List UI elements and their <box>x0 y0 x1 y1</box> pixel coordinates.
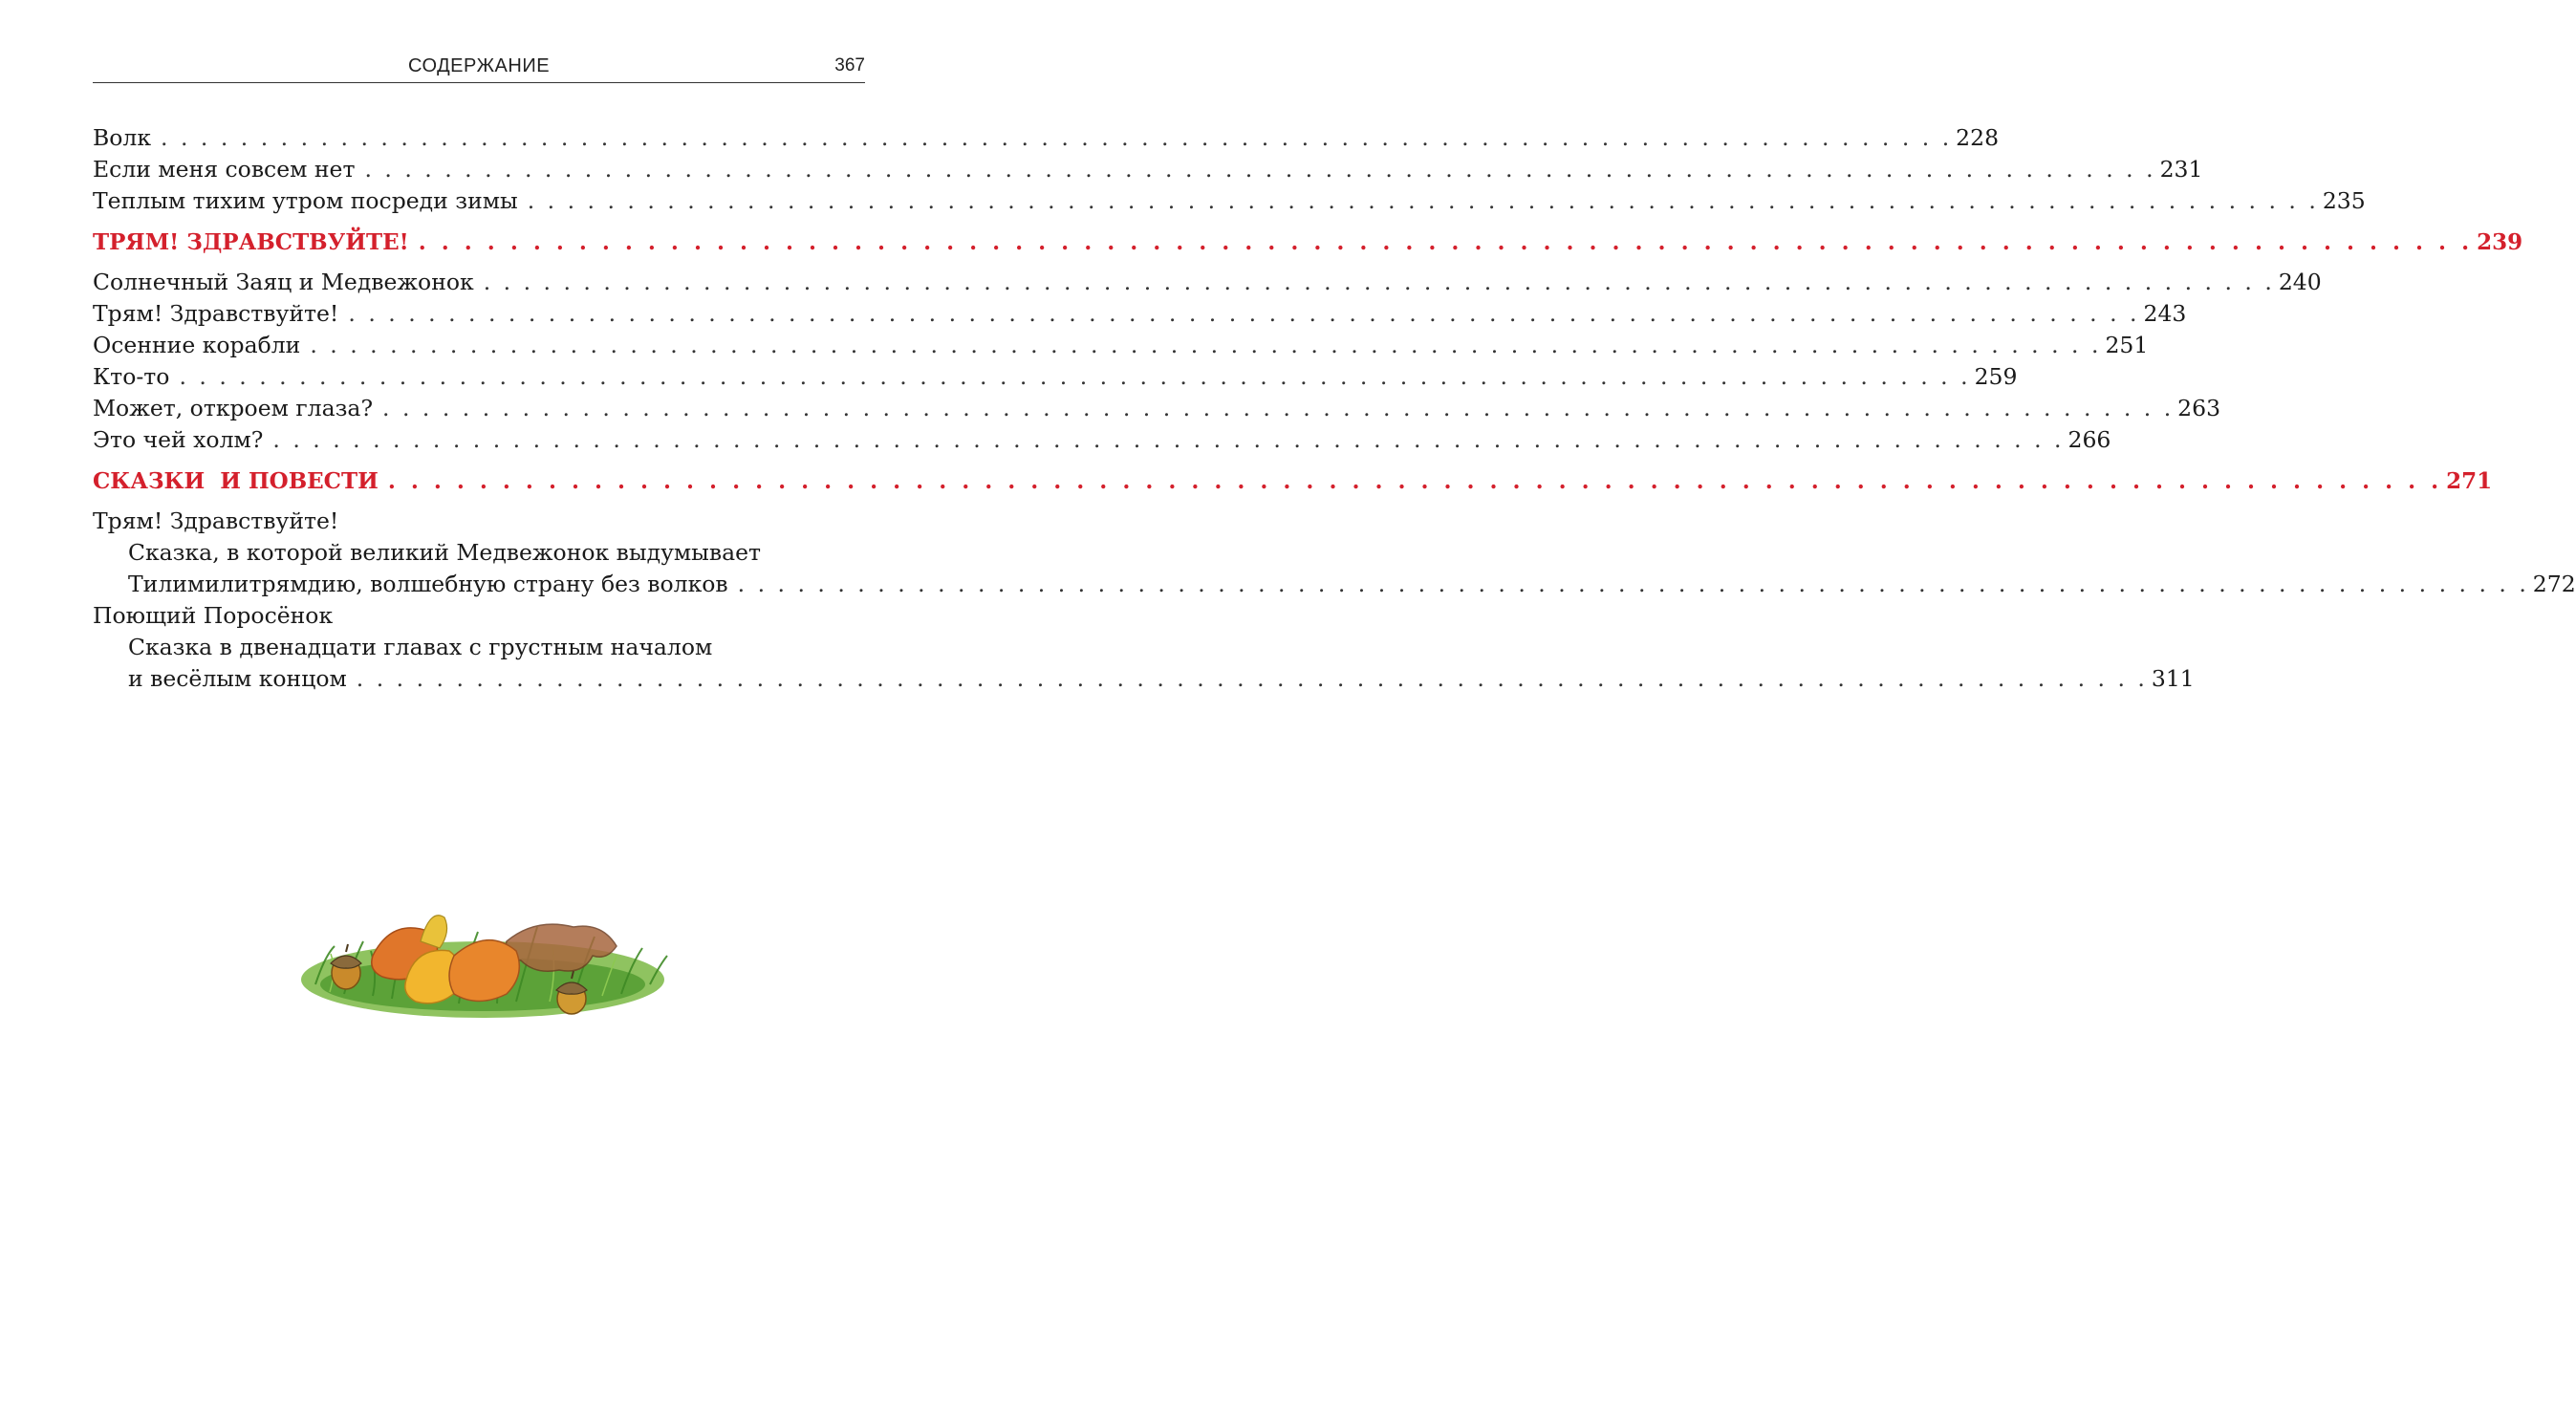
toc-entry-page: 272 <box>2532 571 2576 597</box>
header-title: СОДЕРЖАНИЕ <box>407 55 551 76</box>
toc-section-heading[interactable] <box>93 219 2523 267</box>
page-number: 367 <box>834 55 865 75</box>
toc-entry[interactable] <box>93 663 2195 695</box>
story-subtitle-line: Тилимилитрямдию, волшебную страну без волков <box>128 571 728 597</box>
toc-entry[interactable] <box>93 298 2187 330</box>
dot-leader: . . . . . . . . . . . . . . . . . . . . . . . . . . . . . . . . . . . . . . . . . . . . . . . . . . . . . . . . . . . . . . . . . . . . . . . . . . . . . . . . . . . . . . . . . . <box>310 332 2102 358</box>
section-page: 239 <box>2477 229 2523 255</box>
toc-entry-page: 240 <box>2278 269 2322 295</box>
toc-entry-page: 263 <box>2177 395 2221 421</box>
toc-entry[interactable] <box>93 361 2018 393</box>
toc-entry-page: 259 <box>1974 363 2018 390</box>
toc-entry[interactable] <box>93 569 2576 600</box>
toc-entry-title: Может, откроем глаза? <box>93 395 374 421</box>
dot-leader: . . . . . . . . . . . . . . . . . . . . . . . . . . . . . . . . . . . . . . . . . . . . . . . . . . . . . . . . . . . . . . . . . . . . . . . . . . . . . . . . . . . . . . . . . . <box>483 269 2275 295</box>
toc-entry-page: 228 <box>1956 124 2000 151</box>
toc-entry[interactable] <box>93 424 2111 456</box>
story-title[interactable]: Поющий Поросёнок <box>93 602 334 629</box>
section-page: 271 <box>2446 468 2493 494</box>
story-title[interactable]: Трям! Здравствуйте! <box>93 507 339 534</box>
dot-leader: . . . . . . . . . . . . . . . . . . . . . . . . . . . . . . . . . . . . . . . . . . . . . . . . . . . . . . . . . . . . . . . . . . . . . . . . . . . . . . . . . . . . . . . . . . <box>387 468 2443 494</box>
dot-leader: . . . . . . . . . . . . . . . . . . . . . . . . . . . . . . . . . . . . . . . . . . . . . . . . . . . . . . . . . . . . . . . . . . . . . . . . . . . . . . . . . . . . . . . . . . <box>527 187 2319 214</box>
toc-entry-title: Солнечный Заяц и Медвежонок <box>93 269 474 295</box>
running-header <box>93 54 865 83</box>
toc-entry[interactable] <box>93 267 2322 298</box>
toc-entry-title: Трям! Здравствуйте! <box>93 300 339 327</box>
toc-entry-title: Осенние корабли <box>93 332 301 358</box>
table-of-contents <box>93 122 2576 695</box>
dot-leader: . . . . . . . . . . . . . . . . . . . . . . . . . . . . . . . . . . . . . . . . . . . . . . . . . . . . . . . . . . . . . . . . . . . . . . . . . . . . . . . . . . . . . . . . . . <box>161 124 1953 151</box>
toc-entry-title: Волк <box>93 124 152 151</box>
dot-leader: . . . . . . . . . . . . . . . . . . . . . . . . . . . . . . . . . . . . . . . . . . . . . . . . . . . . . . . . . . . . . . . . . . . . . . . . . . . . . . . . . . . . . . . . . . <box>348 300 2140 327</box>
section-title: ТРЯМ! ЗДРАВСТВУЙТЕ! <box>93 229 409 255</box>
toc-entry[interactable] <box>93 185 2366 217</box>
toc-entry-page: 243 <box>2143 300 2187 327</box>
dot-leader: . . . . . . . . . . . . . . . . . . . . . . . . . . . . . . . . . . . . . . . . . . . . . . . . . . . . . . . . . . . . . . . . . . . . . . . . . . . . . . . . . . . . . . . . . . <box>356 665 2148 692</box>
story-subtitle-line: Сказка в двенадцати главах с грустным началом <box>128 634 713 660</box>
toc-entry-page: 251 <box>2105 332 2149 358</box>
story-subtitle-line: и весёлым концом <box>128 665 347 692</box>
toc-entry[interactable] <box>93 330 2149 361</box>
toc-section-heading[interactable] <box>93 458 2493 506</box>
toc-entry-title: Кто-то <box>93 363 170 390</box>
toc-entry[interactable] <box>93 393 2221 424</box>
acorns-and-autumn-leaves-icon <box>287 889 679 1042</box>
story-subtitle-line: Сказка, в которой великий Медвежонок выдумывает <box>128 539 762 566</box>
toc-entry-page: 266 <box>2067 426 2111 453</box>
section-title: СКАЗКИ И ПОВЕСТИ <box>93 468 379 494</box>
toc-entry-title: Это чей холм? <box>93 426 264 453</box>
dot-leader: . . . . . . . . . . . . . . . . . . . . . . . . . . . . . . . . . . . . . . . . . . . . . . . . . . . . . . . . . . . . . . . . . . . . . . . . . . . . . . . . . . . . . . . . . . <box>382 395 2175 421</box>
toc-entry[interactable] <box>93 122 2000 154</box>
toc-entry[interactable] <box>93 154 2203 185</box>
toc-entry-page: 235 <box>2322 187 2366 214</box>
dot-leader: . . . . . . . . . . . . . . . . . . . . . . . . . . . . . . . . . . . . . . . . . . . . . . . . . . . . . . . . . . . . . . . . . . . . . . . . . . . . . . . . . . . . . . . . . . <box>418 229 2474 255</box>
toc-entry-title: Теплым тихим утром посреди зимы <box>93 187 518 214</box>
toc-entry-page: 231 <box>2159 156 2203 183</box>
dot-leader: . . . . . . . . . . . . . . . . . . . . . . . . . . . . . . . . . . . . . . . . . . . . . . . . . . . . . . . . . . . . . . . . . . . . . . . . . . . . . . . . . . . . . . . . . . <box>737 571 2529 597</box>
dot-leader: . . . . . . . . . . . . . . . . . . . . . . . . . . . . . . . . . . . . . . . . . . . . . . . . . . . . . . . . . . . . . . . . . . . . . . . . . . . . . . . . . . . . . . . . . . <box>179 363 1971 390</box>
toc-entry-page: 311 <box>2151 665 2195 692</box>
toc-entry-title: Если меня совсем нет <box>93 156 356 183</box>
dot-leader: . . . . . . . . . . . . . . . . . . . . . . . . . . . . . . . . . . . . . . . . . . . . . . . . . . . . . . . . . . . . . . . . . . . . . . . . . . . . . . . . . . . . . . . . . . <box>272 426 2065 453</box>
dot-leader: . . . . . . . . . . . . . . . . . . . . . . . . . . . . . . . . . . . . . . . . . . . . . . . . . . . . . . . . . . . . . . . . . . . . . . . . . . . . . . . . . . . . . . . . . . <box>364 156 2156 183</box>
